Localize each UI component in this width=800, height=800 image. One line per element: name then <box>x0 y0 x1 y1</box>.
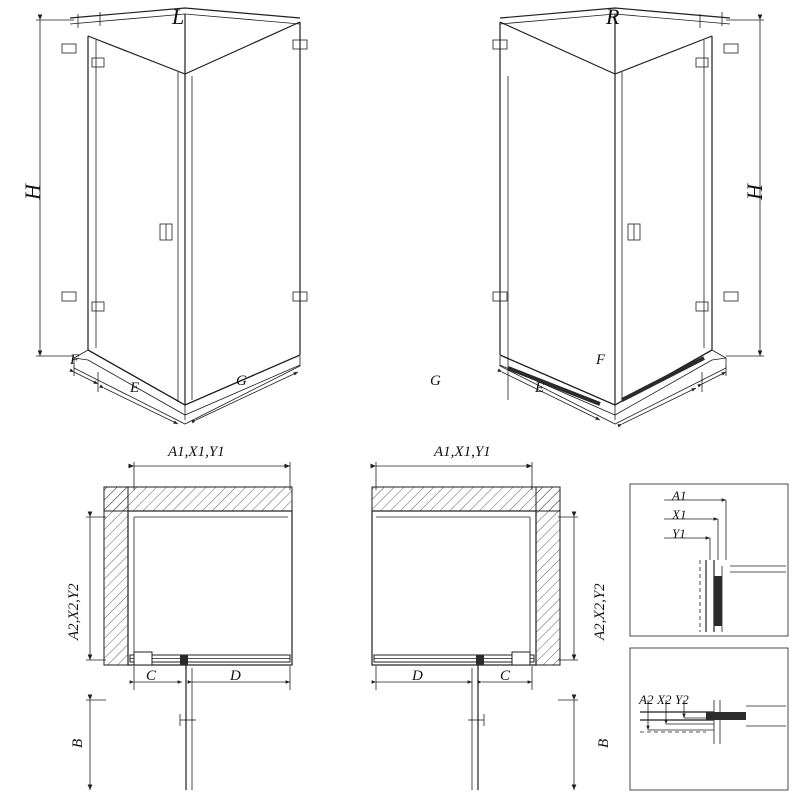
plan-left-dim-b: B <box>70 738 86 748</box>
detail-top-label-a1: A1 <box>672 488 687 503</box>
detail-top-label-y1: Y1 <box>672 526 686 541</box>
iso-left-dim-f: F <box>70 352 80 368</box>
detail-bottom-label-y2: Y2 <box>675 692 689 707</box>
detail-top-label-x1: X1 <box>672 507 687 522</box>
detail-bottom-label-x2: X2 <box>657 692 672 707</box>
plan-right-side-dim: A2,X2,Y2 <box>592 583 608 640</box>
height-label-right: H <box>742 184 767 200</box>
plan-right-dim-b: B <box>596 738 612 748</box>
handing-label-right: R <box>606 4 620 29</box>
plan-right-dim-c: C <box>500 668 511 684</box>
plan-right-dim-d: D <box>412 668 423 684</box>
plan-left-dim-c: C <box>146 668 157 684</box>
plan-left-dim-d: D <box>230 668 241 684</box>
plan-right-top-dim: A1,X1,Y1 <box>434 444 491 460</box>
detail-bottom-label-a2: A2 <box>639 692 654 707</box>
iso-left-dim-g: G <box>236 373 247 389</box>
iso-left-dim-e: E <box>130 380 140 396</box>
iso-right-dim-e: E <box>535 380 545 396</box>
plan-left-top-dim: A1,X1,Y1 <box>168 444 225 460</box>
iso-right-dim-g: G <box>430 373 441 389</box>
iso-right-dim-f: F <box>596 352 606 368</box>
handing-label-left: L <box>172 4 185 29</box>
plan-left-side-dim: A2,X2,Y2 <box>66 583 82 640</box>
height-label-left: H <box>20 184 45 200</box>
